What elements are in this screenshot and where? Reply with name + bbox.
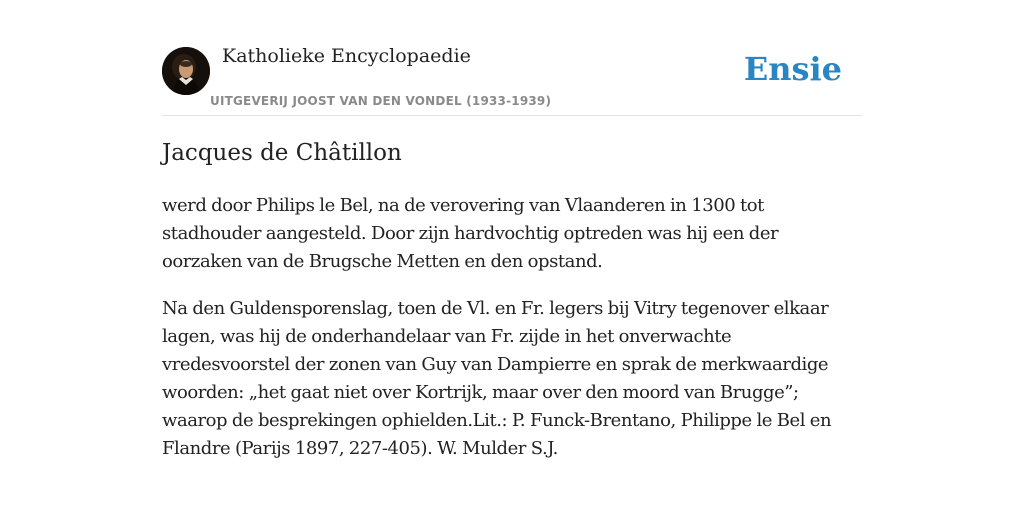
article-paragraph: Na den Guldensporenslag, toen de Vl. en Fr. legers bij Vitry tegenover elkaar lagen, was hij de onderhandelaar van Fr. zijde in het onverwachte vredesvoorstel der zonen van Guy van Dampierre en sprak de merkwaardige woorden: „het gaat niet over Kortrijk, maar over den moord van Brugge”; waarop de besprekingen ophielden.Lit.: P. Funck-Brentano, Philippe le Bel en Flandre (Parijs 1897, 227-405). W. Mulder S.J. — [162, 298, 832, 459]
article-body — [162, 192, 862, 482]
publication-subtitle: UITGEVERIJ JOOST VAN DEN VONDEL (1933-1939) — [210, 94, 552, 108]
article-paragraph: werd door Philips le Bel, na de verovering van Vlaanderen in 1300 tot stadhouder aangesteld. Door zijn hardvochtig optreden was hij een der oorzaken van de Brugsche Metten en den opstand. — [162, 195, 779, 272]
brand-logo-link[interactable]: Ensie — [743, 50, 842, 88]
publication-title: Katholieke Encyclopaedie — [222, 45, 471, 67]
header-divider — [162, 115, 862, 116]
article-title: Jacques de Châtillon — [162, 140, 402, 166]
portrait-icon — [162, 47, 210, 95]
